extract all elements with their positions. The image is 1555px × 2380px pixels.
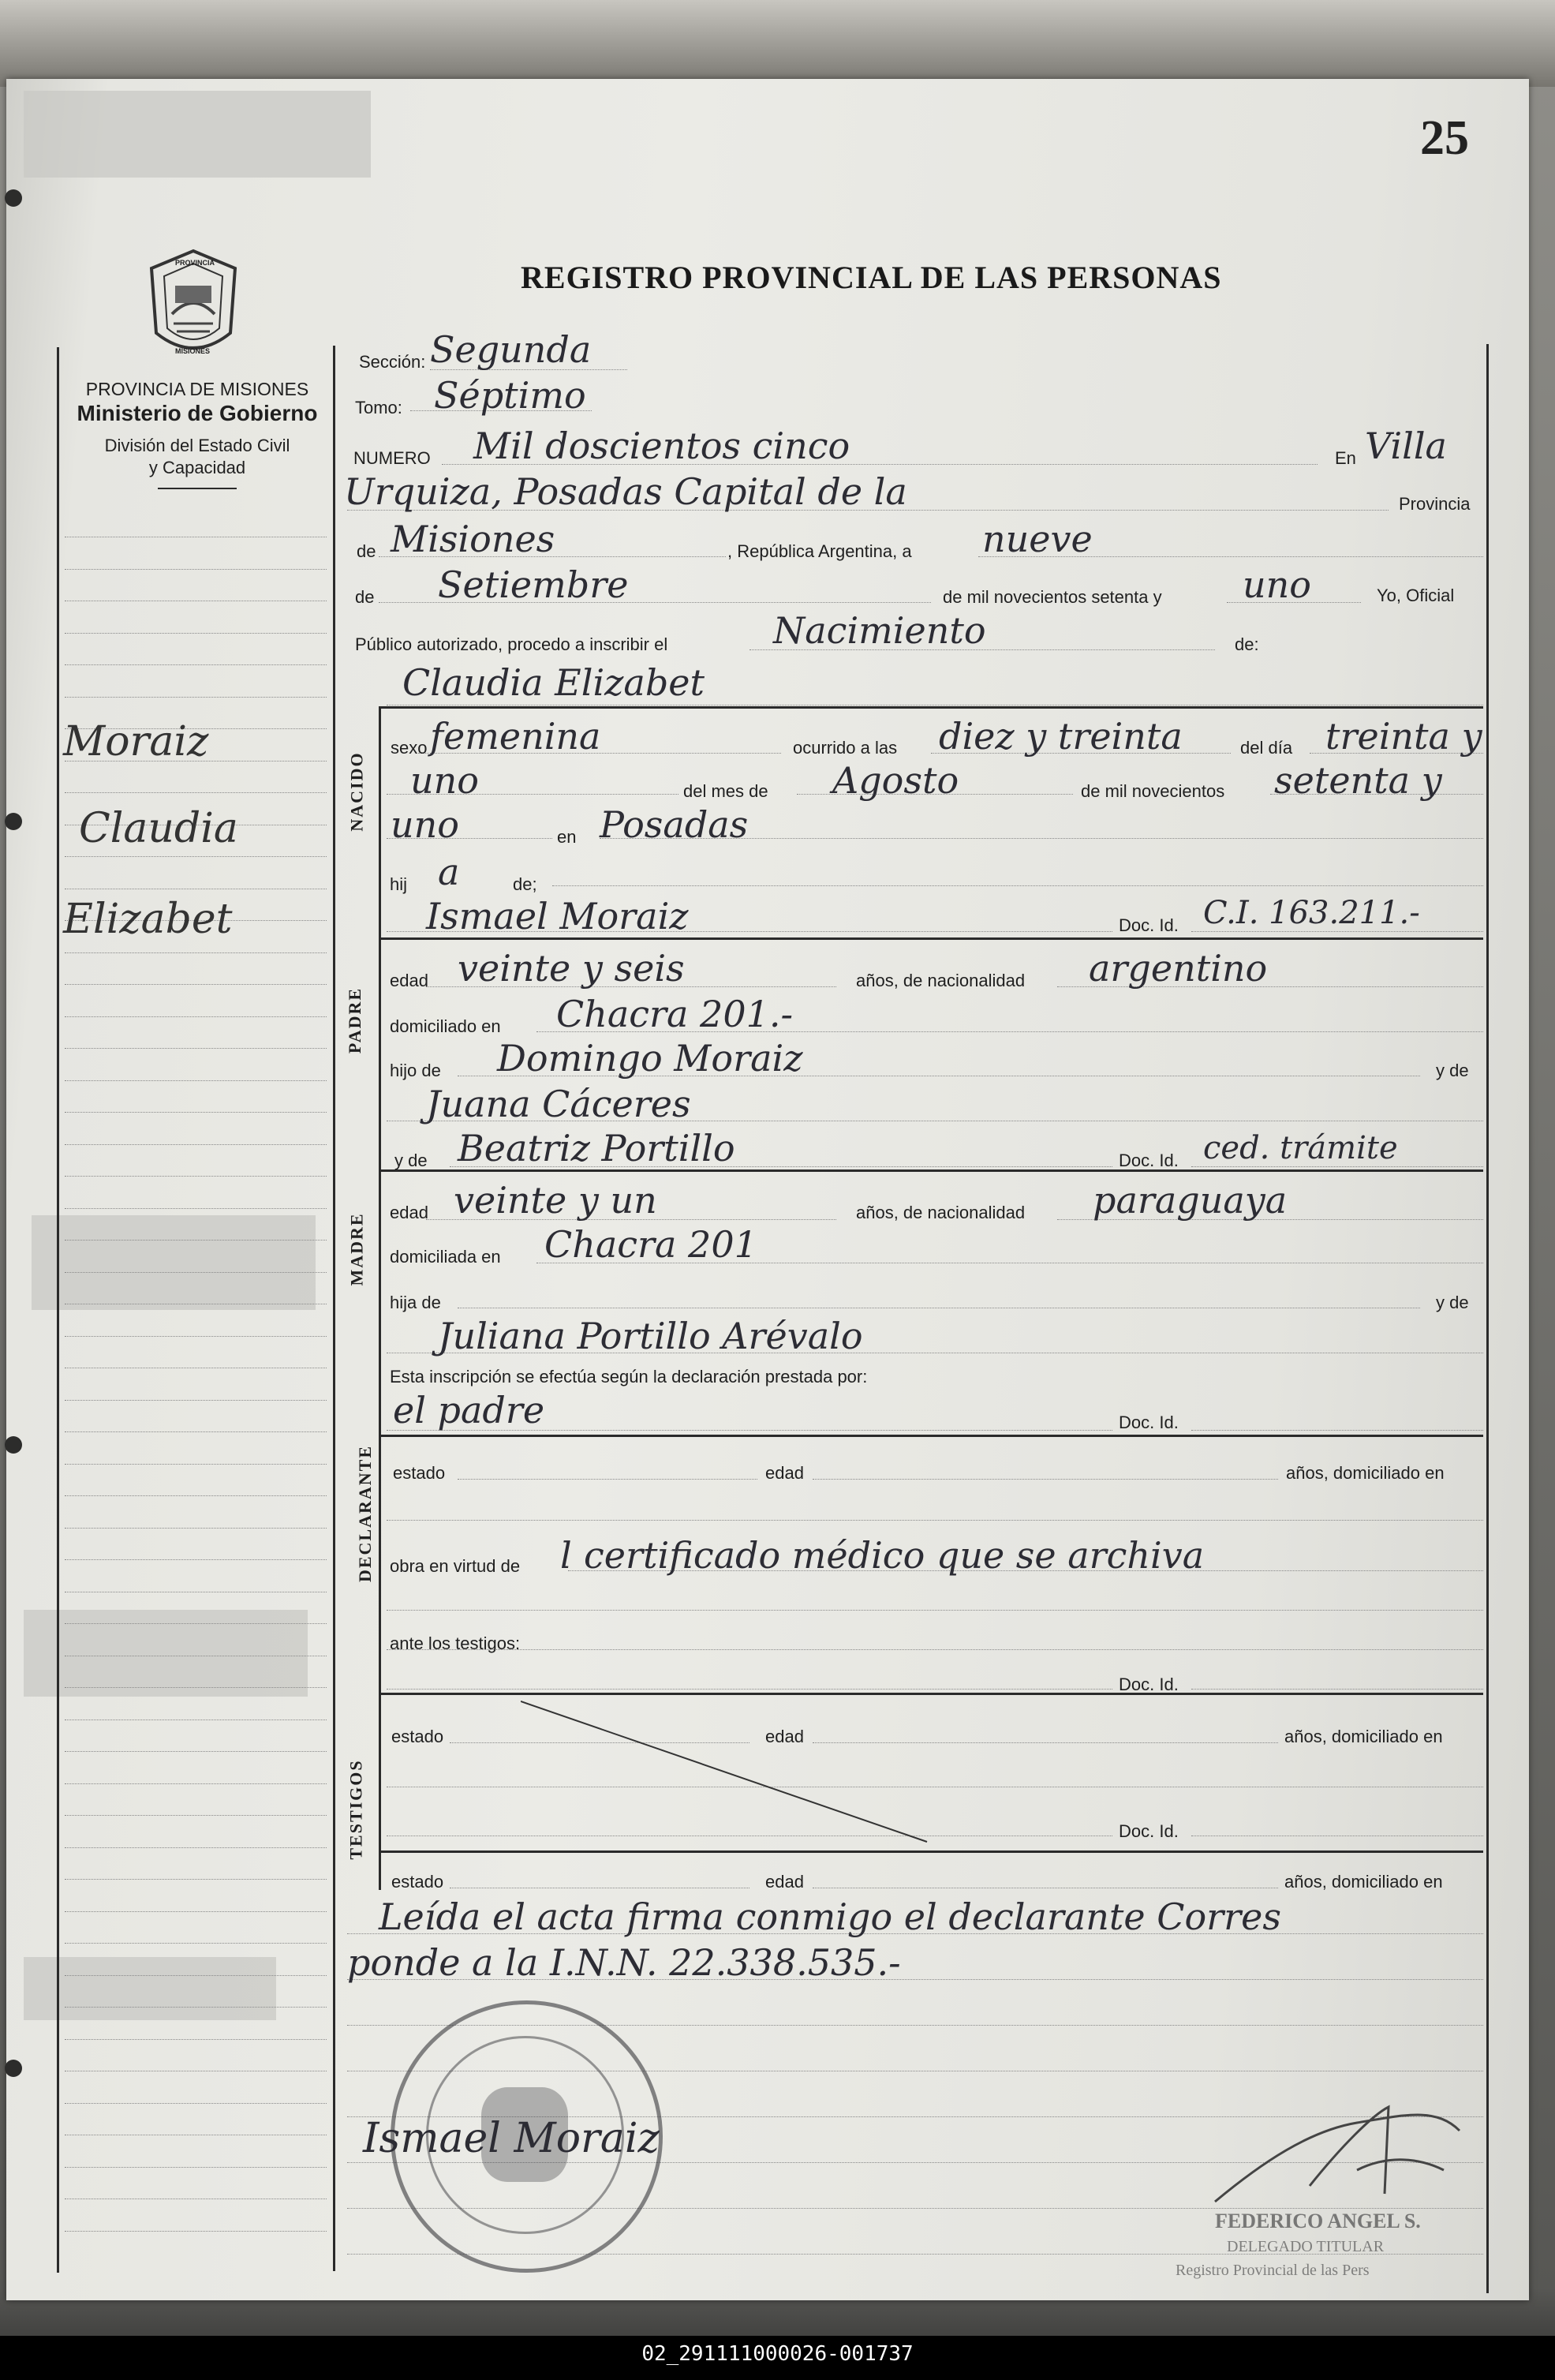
label-de: de — [355, 587, 375, 607]
label-estado: estado — [391, 1872, 444, 1892]
entry-provincia: Misiones — [391, 518, 555, 560]
entry-hij-suffix: a — [438, 851, 460, 893]
binding-hole — [5, 1436, 22, 1454]
entry-padre-doc: C.I. 163.211.- — [1203, 895, 1420, 931]
margin-ruled-line — [65, 1112, 327, 1113]
entry-nombre: Claudia Elizabet — [402, 661, 705, 704]
label-de2: de: — [1235, 634, 1259, 654]
entry-padre-dom: Chacra 201.- — [556, 993, 794, 1035]
adhesive-tape — [24, 91, 371, 178]
entry-anio-nac-1: setenta y — [1274, 759, 1442, 802]
seal-top-text: PROVINCIA — [175, 259, 215, 267]
label-edad: edad — [390, 971, 428, 990]
section-rule — [379, 937, 1483, 940]
label-edad2: edad — [765, 1727, 804, 1746]
official-signature — [1199, 2099, 1483, 2225]
entry-padre-nombre: Ismael Moraiz — [426, 895, 689, 937]
entry-sexo: femenina — [430, 715, 601, 758]
entry-anio-nac-2: uno — [391, 803, 459, 846]
margin-ruled-line — [65, 1847, 327, 1848]
cancellation-stroke — [521, 1697, 931, 1847]
margin-ruled-line — [65, 664, 327, 665]
form-line — [1191, 1689, 1483, 1690]
label-edad: edad — [390, 1203, 428, 1222]
label-anos-dom: años, domiciliado en — [1286, 1463, 1445, 1483]
label-de-mil: de mil novecientos setenta y — [943, 587, 1162, 607]
margin-second-name: Elizabet — [63, 896, 233, 943]
label-anos-nac: años, de nacionalidad — [856, 971, 1026, 990]
label-doc-id: Doc. Id. — [1119, 915, 1179, 935]
margin-ruled-line — [65, 1048, 327, 1049]
form-line — [458, 1479, 757, 1480]
entry-dia-nac-2: uno — [410, 759, 479, 802]
label-yo-oficial: Yo, Oficial — [1377, 586, 1455, 605]
label-ocurrido: ocurrido a las — [793, 738, 898, 758]
entry-acto: Nacimiento — [773, 609, 986, 652]
margin-ruled-line — [65, 1464, 327, 1465]
margin-ruled-line — [65, 2167, 327, 2168]
label-hija-de: hija de — [390, 1293, 441, 1312]
margin-ruled-line — [65, 984, 327, 985]
entry-lugar-nac: Posadas — [600, 803, 749, 846]
form-line — [1191, 1430, 1483, 1431]
entry-mes-nac: Agosto — [832, 759, 959, 802]
label-y-de: y de — [394, 1151, 428, 1170]
entry-obra: certificado médico que se archiva — [584, 1534, 1205, 1577]
margin-ruled-line — [65, 1495, 327, 1496]
margin-ruled-line — [65, 1400, 327, 1401]
label-de-mil2: de mil novecientos — [1081, 781, 1225, 801]
margin-ruled-line — [65, 1623, 327, 1624]
section-rule — [379, 1169, 1483, 1172]
image-code: 02_291111000026-001737 — [641, 2342, 914, 2366]
label-edad2: edad — [765, 1872, 804, 1892]
section-rule — [379, 1693, 1483, 1695]
section-padre: PADRE — [345, 986, 365, 1054]
label-y-de: y de — [1436, 1293, 1469, 1312]
entry-obra-suffix: l — [560, 1534, 572, 1577]
entry-anio: uno — [1243, 563, 1311, 606]
label-de3: de; — [513, 874, 537, 894]
entry-cierre-1: Leída el acta firma conmigo el declarante Corres — [379, 1895, 1281, 1938]
section-madre: MADRE — [346, 1212, 367, 1286]
ministry-name: Ministerio de Gobierno — [77, 401, 318, 425]
margin-ruled-line — [65, 2039, 327, 2040]
section-label-border — [379, 706, 381, 1890]
entry-padre-edad: veinte y seis — [458, 947, 685, 990]
entry-madre-nombre: Beatriz Portillo — [458, 1127, 735, 1169]
entry-madre-edad: veinte y un — [454, 1179, 657, 1222]
entry-numero: Mil doscientos cinco — [473, 425, 850, 467]
label-y-de: y de — [1436, 1061, 1469, 1080]
label-anos-dom: años, domiciliado en — [1284, 1872, 1443, 1892]
label-sexo: sexo — [391, 738, 428, 758]
entry-hora: diez y treinta — [939, 715, 1183, 758]
label-republica: , República Argentina, a — [727, 541, 912, 561]
entry-madre-doc: ced. trámite — [1203, 1130, 1398, 1166]
adhesive-tape — [32, 1215, 316, 1310]
entry-madre-nac: paraguaya — [1093, 1179, 1288, 1222]
label-hijo-de: hijo de — [390, 1061, 441, 1080]
section-rule — [379, 706, 1483, 709]
section-declarante: DECLARANTE — [355, 1444, 376, 1583]
form-line — [813, 1479, 1278, 1480]
official-stamp-name: FEDERICO ANGEL S. — [1215, 2210, 1421, 2232]
margin-ruled-line — [65, 856, 327, 857]
page-title: REGISTRO PROVINCIAL DE LAS PERSONAS — [521, 260, 1222, 295]
form-line — [1191, 1166, 1483, 1167]
label-anos-dom: años, domiciliado en — [1284, 1727, 1443, 1746]
entry-declarante: el padre — [393, 1389, 545, 1431]
seal-bottom-text: MISIONES — [175, 347, 211, 355]
margin-ruled-line — [65, 1559, 327, 1560]
form-line — [387, 1689, 1112, 1690]
margin-ruled-line — [65, 1783, 327, 1784]
entry-mes: Setiembre — [438, 563, 629, 606]
section-testigos: TESTIGOS — [346, 1759, 366, 1860]
left-column-border — [333, 346, 335, 2271]
label-en: En — [1335, 448, 1356, 468]
entry-padre-padre: Domingo Moraiz — [497, 1037, 803, 1080]
label-domiciliada: domiciliada en — [390, 1247, 501, 1267]
margin-ruled-line — [65, 1208, 327, 1209]
entry-madre-padres: Juliana Portillo Arévalo — [438, 1315, 863, 1357]
label-doc-id: Doc. Id. — [1119, 1821, 1179, 1841]
entry-tomo: Séptimo — [434, 374, 586, 417]
entry-padre-nac: argentino — [1089, 947, 1268, 990]
margin-ruled-line — [65, 569, 327, 570]
margin-ruled-line — [65, 1272, 327, 1273]
label-estado: estado — [393, 1463, 446, 1483]
division-line-2: y Capacidad — [148, 458, 246, 477]
label-de: de — [357, 541, 376, 561]
binder-board — [0, 0, 1555, 87]
official-stamp-office: Registro Provincial de las Pers — [1176, 2262, 1370, 2279]
margin-ruled-line — [65, 1016, 327, 1017]
entry-lugar-2: Urquiza, Posadas Capital de la — [344, 470, 907, 513]
label-edad2: edad — [765, 1463, 804, 1483]
section-rule — [379, 1850, 1483, 1853]
label-provincia: Provincia — [1399, 494, 1471, 514]
entry-cierre-2: ponde a la I.N.N. 22.338.535.- — [347, 1941, 901, 1984]
margin-ruled-line — [65, 1080, 327, 1081]
entry-padre-madre: Juana Cáceres — [426, 1083, 691, 1125]
form-line — [1191, 931, 1483, 932]
margin-ruled-line — [65, 1943, 327, 1944]
label-doc-id: Doc. Id. — [1119, 1151, 1179, 1170]
entry-seccion: Segunda — [430, 328, 592, 371]
binding-hole — [5, 2060, 22, 2077]
margin-ruled-line — [65, 1336, 327, 1337]
form-line — [387, 1610, 1483, 1611]
label-inscripcion: Esta inscripción se efectúa según la declaración prestada por: — [390, 1367, 868, 1386]
margin-ruled-line — [65, 2007, 327, 2008]
margin-ruled-line — [65, 1528, 327, 1529]
form-line — [552, 885, 1483, 886]
form-line — [387, 1649, 1483, 1650]
province-name: PROVINCIA DE MISIONES — [85, 379, 309, 399]
right-column-border — [1486, 344, 1489, 2293]
label-del-mes: del mes de — [683, 781, 768, 801]
label-doc-id: Doc. Id. — [1119, 1675, 1179, 1694]
label-obra: obra en virtud de — [390, 1556, 521, 1576]
section-rule — [379, 1435, 1483, 1437]
margin-ruled-line — [65, 1144, 327, 1145]
margin-border — [57, 347, 59, 2273]
label-publico: Público autorizado, procedo a inscribir el — [355, 634, 668, 654]
label-doc-id: Doc. Id. — [1119, 1413, 1179, 1432]
label-domiciliado: domiciliado en — [390, 1016, 501, 1036]
margin-ruled-line — [65, 1751, 327, 1752]
declarant-signature: Ismael Moraiz — [363, 2115, 660, 2162]
margin-ruled-line — [65, 1687, 327, 1688]
official-stamp-title: DELEGADO TITULAR — [1227, 2238, 1385, 2255]
section-nacido: NACIDO — [346, 751, 367, 832]
label-hij: hij — [390, 874, 408, 894]
margin-ruled-line — [65, 697, 327, 698]
label-del-dia: del día — [1240, 738, 1293, 758]
margin-ruled-line — [65, 1879, 327, 1880]
entry-lugar-1: Villa — [1365, 425, 1447, 467]
division-line-1: División del Estado Civil — [104, 436, 290, 455]
entry-dia-nac-1: treinta y — [1325, 715, 1482, 758]
label-estado: estado — [391, 1727, 444, 1746]
margin-surname: Moraiz — [63, 718, 209, 765]
form-line — [387, 1520, 1483, 1521]
binding-hole — [5, 813, 22, 830]
margin-ruled-line — [65, 1911, 327, 1912]
margin-ruled-line — [65, 633, 327, 634]
header-rule — [158, 488, 237, 489]
margin-given-name: Claudia — [79, 805, 238, 852]
label-numero: NUMERO — [353, 448, 431, 468]
label-testigos: ante los testigos: — [390, 1633, 521, 1653]
margin-ruled-line — [65, 952, 327, 953]
entry-dia: nueve — [982, 518, 1093, 560]
label-tomo: Tomo: — [355, 398, 402, 417]
label-en2: en — [557, 827, 577, 847]
page-number: 25 — [1420, 111, 1469, 165]
margin-ruled-line — [65, 2231, 327, 2232]
entry-madre-dom: Chacra 201 — [544, 1223, 757, 1266]
label-seccion: Sección: — [359, 352, 426, 372]
binding-hole — [5, 189, 22, 207]
margin-ruled-line — [65, 1975, 327, 1976]
adhesive-tape — [24, 1957, 276, 2020]
margin-ruled-line — [65, 1815, 327, 1816]
margin-ruled-line — [65, 2103, 327, 2104]
margin-ruled-line — [65, 1240, 327, 1241]
label-anos-nac: años, de nacionalidad — [856, 1203, 1026, 1222]
margin-ruled-line — [65, 1176, 327, 1177]
margin-ruled-line — [65, 792, 327, 793]
margin-ruled-line — [65, 1431, 327, 1432]
